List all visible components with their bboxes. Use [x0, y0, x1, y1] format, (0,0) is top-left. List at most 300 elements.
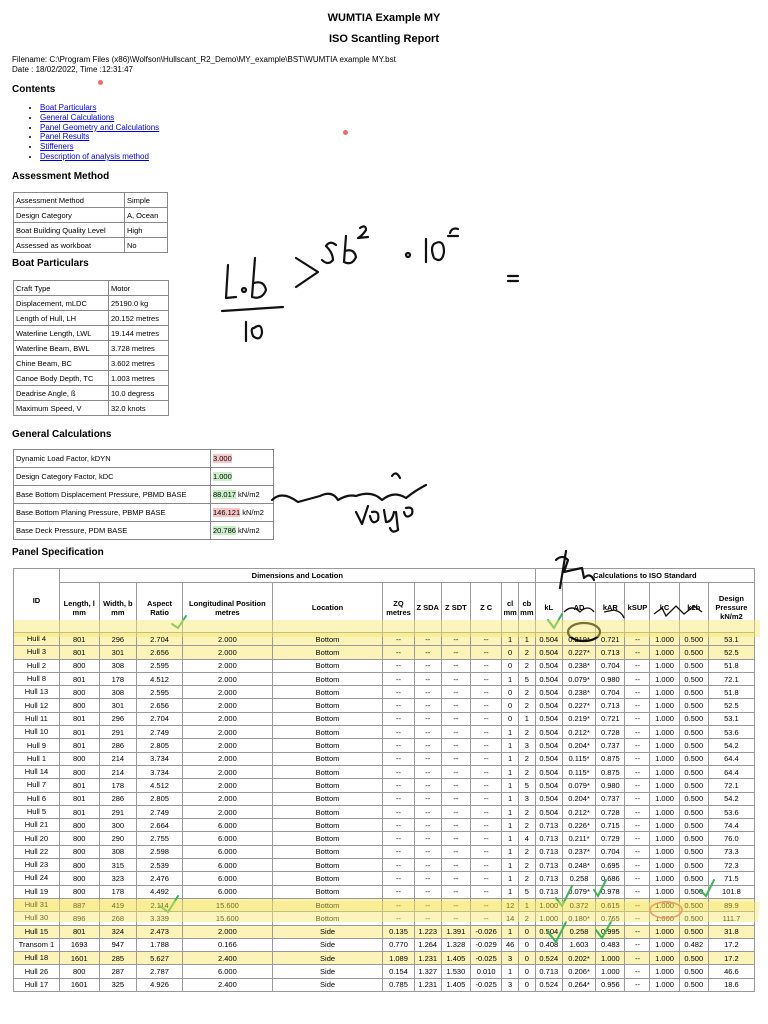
table-cell: -- [625, 965, 650, 978]
table-cell: 0.713 [535, 885, 562, 898]
table-cell: 0.212* [562, 726, 595, 739]
col-header-ad: AD [562, 583, 595, 633]
table-cell: 1 [502, 739, 519, 752]
table-cell: -- [625, 845, 650, 858]
table-row [14, 885, 755, 898]
table-row [14, 765, 755, 778]
table-cell: 2.000 [183, 633, 273, 646]
table-cell: Hull 2 [14, 659, 60, 672]
table-cell: 1.530 [441, 965, 470, 978]
col-header-id: ID [14, 569, 60, 633]
table-cell: 0.226* [562, 819, 595, 832]
table-cell: -- [414, 845, 441, 858]
table-cell: 0.504 [535, 659, 562, 672]
table-cell: -- [470, 912, 501, 925]
table-cell: 4.492 [137, 885, 183, 898]
table-cell: -- [625, 646, 650, 659]
value-cell [211, 468, 274, 486]
red-dot-marker [343, 130, 348, 135]
table-cell: 0.980 [596, 779, 625, 792]
table-cell: 1.000 [650, 832, 679, 845]
table-cell: 4.926 [137, 978, 183, 991]
table-cell: 0.728 [596, 805, 625, 818]
table-cell: -- [414, 726, 441, 739]
table-cell: Hull 17 [14, 978, 60, 991]
table-cell: 1 [518, 712, 535, 725]
table-cell: 300 [99, 819, 137, 832]
value-cell: Motor [109, 281, 169, 296]
table-cell: -- [383, 752, 414, 765]
table-cell: -- [625, 952, 650, 965]
table-cell: -- [470, 752, 501, 765]
table-cell: -- [414, 686, 441, 699]
table-cell: 0.713 [535, 872, 562, 885]
table-cell: -- [470, 872, 501, 885]
table-row [14, 792, 755, 805]
table-cell: 72.3 [708, 859, 754, 872]
table-cell: 2.595 [137, 659, 183, 672]
table-cell: 52.5 [708, 646, 754, 659]
col-header-zq: ZQ metres [383, 583, 414, 633]
general-calculations-table [13, 449, 274, 540]
table-cell: Bottom [272, 712, 383, 725]
table-cell: -- [625, 672, 650, 685]
table-cell: 101.8 [708, 885, 754, 898]
table-cell: -- [414, 885, 441, 898]
table-cell: 53.1 [708, 633, 754, 646]
toc-link-panel-geometry[interactable]: Panel Geometry and Calculations [40, 122, 160, 132]
table-cell: Hull 31 [14, 898, 60, 911]
table-cell: 46.6 [708, 965, 754, 978]
table-row [14, 522, 274, 540]
table-cell: 0.204* [562, 739, 595, 752]
table-cell: 1 [502, 779, 519, 792]
table-cell: 5 [518, 672, 535, 685]
table-cell: 1601 [59, 978, 99, 991]
table-cell: -- [625, 752, 650, 765]
table-cell: -- [383, 659, 414, 672]
table-cell: 325 [99, 978, 137, 991]
table-cell: Hull 11 [14, 712, 60, 725]
table-cell: -- [441, 898, 470, 911]
table-cell: 1.000 [650, 686, 679, 699]
col-header-position: Longitudinal Position metres [183, 583, 273, 633]
table-cell: -- [470, 779, 501, 792]
table-row [14, 281, 169, 296]
value-cell: 3.602 metres [109, 356, 169, 371]
table-cell: -- [470, 659, 501, 672]
table-cell: 1.000 [650, 819, 679, 832]
table-cell: 801 [59, 646, 99, 659]
table-cell: -- [470, 792, 501, 805]
assessment-heading: Assessment Method [12, 171, 110, 182]
table-cell: Bottom [272, 726, 383, 739]
table-cell: 1.000 [535, 912, 562, 925]
toc-link-panel-results[interactable]: Panel Results [40, 132, 90, 142]
label-cell: Assessment Method [14, 193, 125, 208]
table-cell: 64.4 [708, 752, 754, 765]
table-cell: 800 [59, 765, 99, 778]
table-cell: -- [441, 712, 470, 725]
table-cell: Bottom [272, 779, 383, 792]
table-cell: 0.115* [562, 765, 595, 778]
table-row [14, 779, 755, 792]
unit: kN/m2 [242, 508, 264, 517]
table-cell: 0 [518, 978, 535, 991]
table-cell: -- [441, 739, 470, 752]
table-cell: 0.713 [535, 859, 562, 872]
table-cell: -- [414, 779, 441, 792]
table-cell: 6.000 [183, 965, 273, 978]
table-row [14, 898, 755, 911]
table-cell: 2 [518, 859, 535, 872]
table-cell: 800 [59, 872, 99, 885]
toc-link-stiffeners[interactable]: Stiffeners [40, 142, 74, 152]
value-cell: 20.152 metres [109, 311, 169, 326]
table-cell: 1 [502, 845, 519, 858]
table-cell: 3 [502, 978, 519, 991]
table-cell: 2.000 [183, 699, 273, 712]
table-cell: Hull 12 [14, 699, 60, 712]
table-cell: 0.500 [679, 659, 708, 672]
table-cell: -- [470, 739, 501, 752]
table-cell: 17.2 [708, 938, 754, 951]
table-cell: -- [383, 912, 414, 925]
table-cell: 0.238* [562, 659, 595, 672]
value-cell [211, 486, 274, 504]
table-cell: 0.704 [596, 845, 625, 858]
table-cell: 0.500 [679, 739, 708, 752]
table-cell: 4 [518, 832, 535, 845]
col-header-kc: kC [650, 583, 679, 633]
table-cell: -- [383, 686, 414, 699]
table-row [14, 659, 755, 672]
table-cell: 1 [502, 859, 519, 872]
table-cell: Side [272, 925, 383, 938]
table-cell: 308 [99, 659, 137, 672]
table-cell: -- [414, 699, 441, 712]
table-cell: 5 [518, 885, 535, 898]
table-cell: 1.000 [650, 659, 679, 672]
table-cell: 0.504 [535, 712, 562, 725]
table-cell: 1.000 [650, 699, 679, 712]
table-cell: 0.500 [679, 832, 708, 845]
table-cell: 2.749 [137, 726, 183, 739]
table-cell: 0.180* [562, 912, 595, 925]
col-header-zc: Z C [470, 583, 501, 633]
table-cell: Bottom [272, 872, 383, 885]
table-cell: -- [470, 633, 501, 646]
table-cell: -- [470, 726, 501, 739]
table-cell: 0.500 [679, 912, 708, 925]
table-row [14, 938, 755, 951]
table-cell: 0.500 [679, 872, 708, 885]
table-cell: 0.079* [562, 672, 595, 685]
table-row [14, 193, 168, 208]
table-cell: -- [441, 859, 470, 872]
table-cell: -- [470, 712, 501, 725]
col-header-ksup: kSUP [625, 583, 650, 633]
table-cell: 0.737 [596, 792, 625, 805]
table-cell: 1.000 [650, 965, 679, 978]
table-cell: -- [470, 859, 501, 872]
table-cell: 2.000 [183, 739, 273, 752]
table-cell: 0.504 [535, 646, 562, 659]
table-cell: 54.2 [708, 739, 754, 752]
table-cell: 6.000 [183, 819, 273, 832]
table-cell: -- [414, 765, 441, 778]
table-cell: 15.600 [183, 898, 273, 911]
table-cell: 0.219* [562, 633, 595, 646]
table-cell: 0.500 [679, 805, 708, 818]
table-cell: Hull 19 [14, 885, 60, 898]
table-cell: 2 [518, 726, 535, 739]
table-header-row [14, 583, 755, 633]
table-cell: 0.500 [679, 965, 708, 978]
table-cell: -- [441, 832, 470, 845]
table-cell: -- [414, 898, 441, 911]
table-cell: -- [414, 792, 441, 805]
table-cell: Bottom [272, 686, 383, 699]
table-cell: 6.000 [183, 872, 273, 885]
table-cell: 1 [502, 819, 519, 832]
panel-table-body [14, 633, 755, 992]
table-cell: 0.504 [535, 925, 562, 938]
table-cell: 1.000 [596, 965, 625, 978]
table-cell: 801 [59, 672, 99, 685]
table-cell: 2.400 [183, 978, 273, 991]
table-cell: -- [414, 912, 441, 925]
table-cell: 89.9 [708, 898, 754, 911]
table-cell: 0.500 [679, 859, 708, 872]
date-time: Date : 18/02/2022, Time :12:31:47 [12, 65, 133, 74]
label-cell: Craft Type [14, 281, 109, 296]
table-cell: 0.079* [562, 885, 595, 898]
table-cell: -- [414, 659, 441, 672]
table-cell: 0.713 [535, 819, 562, 832]
table-cell: 1 [502, 792, 519, 805]
value-cell [211, 450, 274, 468]
table-cell: 1.000 [650, 765, 679, 778]
table-cell: 46 [502, 938, 519, 951]
table-cell: Hull 14 [14, 765, 60, 778]
table-cell: -- [470, 845, 501, 858]
table-cell: Hull 4 [14, 633, 60, 646]
table-cell: -- [441, 872, 470, 885]
table-cell: Bottom [272, 672, 383, 685]
table-cell: -- [470, 805, 501, 818]
table-row [14, 450, 274, 468]
table-cell: 71.5 [708, 872, 754, 885]
table-cell: 12 [502, 898, 519, 911]
table-cell: Transom 1 [14, 938, 60, 951]
table-cell: -- [383, 805, 414, 818]
table-cell: 0.504 [535, 726, 562, 739]
table-cell: 291 [99, 805, 137, 818]
table-cell: 111.7 [708, 912, 754, 925]
table-cell: 1.000 [650, 912, 679, 925]
contents-list [28, 103, 159, 162]
table-cell: 800 [59, 699, 99, 712]
table-cell: -- [441, 805, 470, 818]
table-cell: 1.089 [383, 952, 414, 965]
table-cell: 0.248* [562, 859, 595, 872]
table-cell: 800 [59, 859, 99, 872]
table-cell: -- [383, 646, 414, 659]
table-cell: 0.202* [562, 952, 595, 965]
table-cell: 301 [99, 646, 137, 659]
table-cell: 3 [518, 739, 535, 752]
table-row [14, 401, 169, 416]
table-cell: -- [625, 925, 650, 938]
table-cell: Hull 26 [14, 965, 60, 978]
toc-link-general-calculations[interactable]: General Calculations [40, 112, 115, 122]
table-cell: -- [625, 792, 650, 805]
table-cell: 0.237* [562, 845, 595, 858]
table-cell: Bottom [272, 739, 383, 752]
table-cell: Bottom [272, 859, 383, 872]
table-cell: 0.695 [596, 859, 625, 872]
value-cell: A, Ocean [125, 208, 168, 223]
table-cell: 800 [59, 845, 99, 858]
table-cell: 1.327 [414, 965, 441, 978]
boat-particulars-table [13, 280, 169, 416]
label-cell: Boat Building Quality Level [14, 223, 125, 238]
table-cell: 0.206* [562, 965, 595, 978]
table-cell: Bottom [272, 805, 383, 818]
table-cell: 6.000 [183, 859, 273, 872]
table-cell: 1.000 [650, 859, 679, 872]
table-cell: -- [383, 633, 414, 646]
table-cell: -- [441, 792, 470, 805]
table-cell: -- [625, 978, 650, 991]
table-cell: 268 [99, 912, 137, 925]
table-cell: 2.000 [183, 646, 273, 659]
table-cell: 290 [99, 832, 137, 845]
table-cell: -- [383, 779, 414, 792]
table-cell: -- [625, 712, 650, 725]
label-cell: Base Deck Pressure, PDM BASE [14, 522, 211, 540]
table-cell: 2.656 [137, 699, 183, 712]
table-cell: 800 [59, 659, 99, 672]
table-row [14, 978, 755, 991]
table-cell: 1 [502, 726, 519, 739]
table-cell: 2.000 [183, 925, 273, 938]
table-cell: 0.154 [383, 965, 414, 978]
table-cell: 0.704 [596, 659, 625, 672]
table-cell: 2.755 [137, 832, 183, 845]
table-cell: 214 [99, 765, 137, 778]
table-cell: Bottom [272, 832, 383, 845]
table-cell: 4.512 [137, 672, 183, 685]
table-cell: 2 [518, 872, 535, 885]
col-header-kl: kL [535, 583, 562, 633]
red-dot-marker [98, 80, 103, 85]
table-cell: 1.603 [562, 938, 595, 951]
value: 3.000 [213, 454, 232, 463]
table-cell: 1.000 [650, 978, 679, 991]
table-cell: -- [625, 633, 650, 646]
table-row [14, 326, 169, 341]
table-cell: -- [470, 646, 501, 659]
table-cell: 0 [518, 938, 535, 951]
table-cell: Side [272, 978, 383, 991]
table-cell: -- [441, 845, 470, 858]
table-cell: Hull 15 [14, 925, 60, 938]
table-cell: 72.1 [708, 672, 754, 685]
table-cell: 0.204* [562, 792, 595, 805]
table-cell: 178 [99, 779, 137, 792]
table-cell: Bottom [272, 765, 383, 778]
unit: kN/m2 [238, 490, 260, 499]
table-cell: 0.713 [596, 646, 625, 659]
table-cell: 1.000 [650, 898, 679, 911]
table-cell: 178 [99, 885, 137, 898]
toc-link-analysis-method[interactable]: Description of analysis method [40, 151, 149, 161]
table-cell: -- [441, 726, 470, 739]
table-cell: -- [383, 726, 414, 739]
table-row [14, 686, 755, 699]
table-cell: -- [625, 898, 650, 911]
table-cell: 2.595 [137, 686, 183, 699]
table-cell: Bottom [272, 659, 383, 672]
table-cell: 801 [59, 726, 99, 739]
toc-item [40, 152, 159, 162]
table-cell: 0.713 [596, 699, 625, 712]
table-row [14, 699, 755, 712]
table-cell: -- [625, 739, 650, 752]
table-cell: 896 [59, 912, 99, 925]
table-cell: 1.000 [650, 872, 679, 885]
table-cell: 1.000 [650, 712, 679, 725]
table-cell: -0.029 [470, 938, 501, 951]
table-cell: -0.025 [470, 952, 501, 965]
table-cell: 3.734 [137, 765, 183, 778]
table-cell: 3 [502, 952, 519, 965]
table-cell: 2.664 [137, 819, 183, 832]
table-cell: 0.482 [679, 938, 708, 951]
table-cell: 53.1 [708, 712, 754, 725]
table-row [14, 872, 755, 885]
col-header-kar: kAR [596, 583, 625, 633]
table-cell: 3.734 [137, 752, 183, 765]
table-cell: 0.715 [596, 819, 625, 832]
table-cell: 286 [99, 739, 137, 752]
toc-link-boat-particulars[interactable]: Boat Particulars [40, 103, 97, 112]
table-cell: -- [414, 872, 441, 885]
table-cell: 801 [59, 792, 99, 805]
table-cell: -- [625, 872, 650, 885]
table-cell: 0.372 [562, 898, 595, 911]
file-path: Filename: C:\Program Files (x86)\Wolfson\Hullscant_R2_Demo\MY_example\BST\WUMTIA example MY.bst [12, 55, 396, 64]
panel-specification-table [13, 568, 755, 992]
table-cell: 0.408 [535, 938, 562, 951]
label-cell: Assessed as workboat [14, 238, 125, 253]
table-cell: Hull 7 [14, 779, 60, 792]
table-cell: -- [625, 912, 650, 925]
table-cell: 801 [59, 739, 99, 752]
table-cell: 0.211* [562, 832, 595, 845]
table-cell: -0.025 [470, 978, 501, 991]
label-cell: Waterline Beam, BWL [14, 341, 109, 356]
table-cell: -- [383, 898, 414, 911]
report-subtitle: ISO Scantling Report [328, 33, 439, 45]
table-row [14, 504, 274, 522]
table-cell: 6.000 [183, 845, 273, 858]
table-cell: 0.264* [562, 978, 595, 991]
toc-item [40, 142, 159, 152]
table-cell: 285 [99, 952, 137, 965]
